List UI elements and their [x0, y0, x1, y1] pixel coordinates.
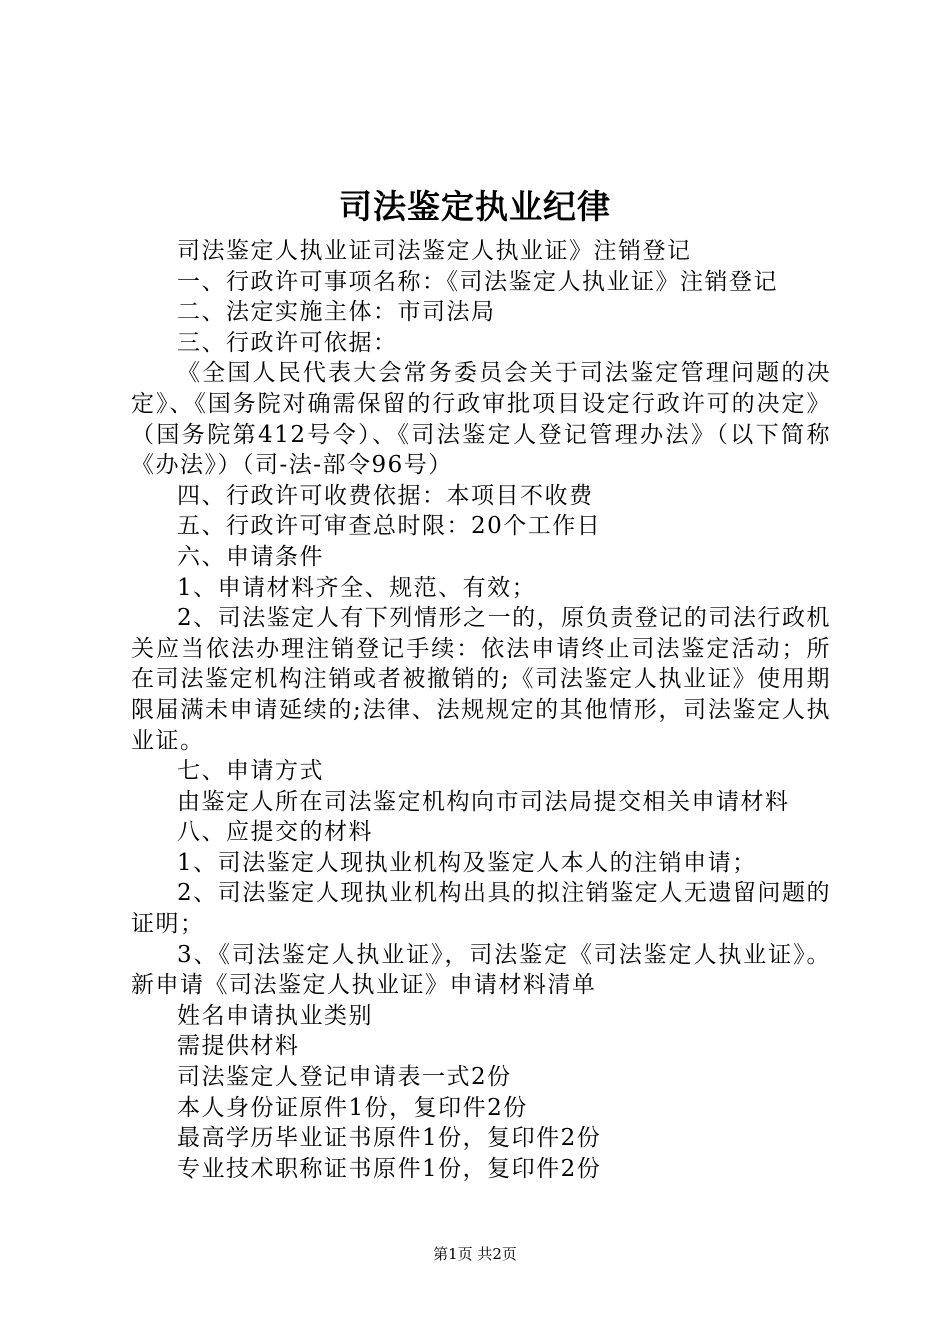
paragraph: 1、司法鉴定人现执业机构及鉴定人本人的注销申请；	[177, 849, 757, 876]
paragraph: 三、行政许可依据：	[177, 329, 398, 356]
page-footer: 第1页 共2页	[433, 1245, 517, 1263]
paragraph: 五、行政许可审查总时限：20个工作日	[177, 513, 602, 540]
paragraph: 四、行政许可收费依据：本项目不收费	[177, 482, 594, 509]
paragraph: 六、申请条件	[177, 543, 324, 570]
paragraph: 3、《司法鉴定人执业证》，司法鉴定《司法鉴定人执业证》。新申请《司法鉴定人执业证》申请材料清单	[131, 941, 831, 999]
paragraph: 一、行政许可事项名称：《司法鉴定人执业证》注销登记	[177, 268, 778, 295]
paragraph: 最高学历毕业证书原件1份，复印件2份	[177, 1125, 602, 1152]
paragraph: 姓名申请执业类别	[177, 1002, 373, 1029]
paragraph: 需提供材料	[177, 1033, 300, 1060]
page-title: 司法鉴定执业纪律	[339, 187, 611, 226]
paragraph: 八、应提交的材料	[177, 819, 373, 846]
paragraph: 司法鉴定人登记申请表一式2份	[177, 1064, 512, 1091]
paragraph: 《全国人民代表大会常务委员会关于司法鉴定管理问题的决定》、《国务院对确需保留的行政审批项目设定行政许可的决定》（国务院第412号令）、《司法鉴定人登记管理办法》（以下简称《办法》）（司-法-部令96号）	[131, 360, 831, 479]
paragraph: 专业技术职称证书原件1份，复印件2份	[177, 1155, 602, 1182]
document-body	[131, 236, 831, 1184]
paragraph: 二、法定实施主体：市司法局	[177, 299, 496, 326]
paragraph: 1、申请材料齐全、规范、有效；	[177, 574, 537, 601]
paragraph: 由鉴定人所在司法鉴定机构向市司法局提交相关申请材料	[177, 788, 790, 815]
paragraph: 2、司法鉴定人现执业机构出具的拟注销鉴定人无遗留问题的证明；	[131, 880, 831, 938]
paragraph: 2、司法鉴定人有下列情形之一的，原负责登记的司法行政机关应当依法办理注销登记手续：依法申请终止司法鉴定活动；所在司法鉴定机构注销或者被撤销的;《司法鉴定人执业证》使用期限届满未申请延续的;法律、法规规定的其他情形，司法鉴定人执业证。	[131, 605, 831, 754]
paragraph: 司法鉴定人执业证司法鉴定人执业证》注销登记	[177, 238, 692, 264]
paragraph: 本人身份证原件1份，复印件2份	[177, 1094, 528, 1121]
paragraph: 七、申请方式	[177, 758, 324, 785]
